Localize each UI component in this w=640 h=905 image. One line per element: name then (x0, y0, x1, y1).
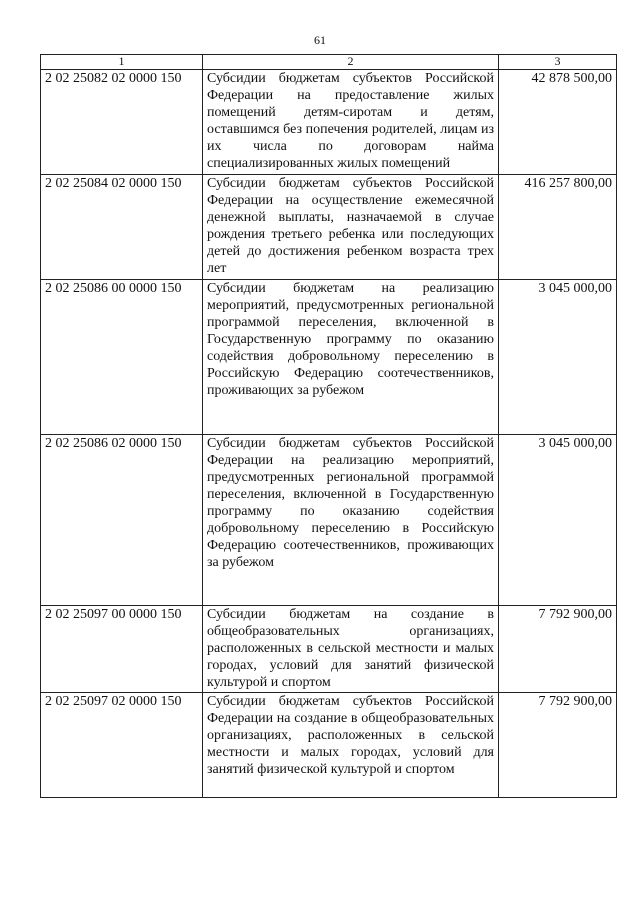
page-number: 61 (314, 33, 326, 47)
budget-description: Субсидии бюджетам на создание в общеобразовательных организациях, расположенных в сельской местности и малых городах, условий для занятий физической культурой и спортом (203, 606, 499, 693)
budget-amount: 7 792 900,00 (499, 693, 617, 798)
budget-amount: 42 878 500,00 (499, 70, 617, 175)
table-row (41, 435, 617, 606)
budget-code: 2 02 25084 02 0000 150 (41, 175, 203, 280)
budget-amount: 3 045 000,00 (499, 280, 617, 435)
budget-code: 2 02 25097 00 0000 150 (41, 606, 203, 693)
table-row (41, 70, 617, 175)
budget-description: Субсидии бюджетам субъектов Российской Федерации на создание в общеобразовательных организациях, расположенных в сельской местности и малых городах, условий для занятий физической культурой и спортом (203, 693, 499, 798)
table-row (41, 280, 617, 435)
budget-description: Субсидии бюджетам субъектов Российской Федерации на предоставление жилых помещений детям-сиротам и детям, оставшимся без попечения родителей, лицам из их числа по договорам найма специализированных жилых помещений (203, 70, 499, 175)
budget-amount: 7 792 900,00 (499, 606, 617, 693)
table-row (41, 175, 617, 280)
budget-code: 2 02 25082 02 0000 150 (41, 70, 203, 175)
budget-code: 2 02 25086 00 0000 150 (41, 280, 203, 435)
table-row (41, 693, 617, 798)
table-row (41, 606, 617, 693)
budget-amount: 3 045 000,00 (499, 435, 617, 606)
column-header-3: 3 (499, 55, 617, 70)
table-header-row (41, 55, 617, 70)
budget-description: Субсидии бюджетам на реализацию мероприятий, предусмотренных региональной программой переселения, включенной в Государственную программу по оказанию содействия добровольному переселению в Российскую Федерацию соотечественников, проживающих за рубежом (203, 280, 499, 435)
column-header-2: 2 (203, 55, 499, 70)
budget-description: Субсидии бюджетам субъектов Российской Федерации на реализацию мероприятий, предусмотренных региональной программой переселения, включенной в Государственную программу по оказанию содействия добровольному переселению в Российскую Федерацию соотечественников, проживающих за рубежом (203, 435, 499, 606)
budget-amount: 416 257 800,00 (499, 175, 617, 280)
budget-code: 2 02 25086 02 0000 150 (41, 435, 203, 606)
budget-code: 2 02 25097 02 0000 150 (41, 693, 203, 798)
column-header-1: 1 (41, 55, 203, 70)
budget-description: Субсидии бюджетам субъектов Российской Федерации на осуществление ежемесячной денежной выплаты, назначаемой в случае рождения третьего ребенка или последующих детей до достижения ребенком возраста трех лет (203, 175, 499, 280)
budget-table (40, 54, 617, 798)
